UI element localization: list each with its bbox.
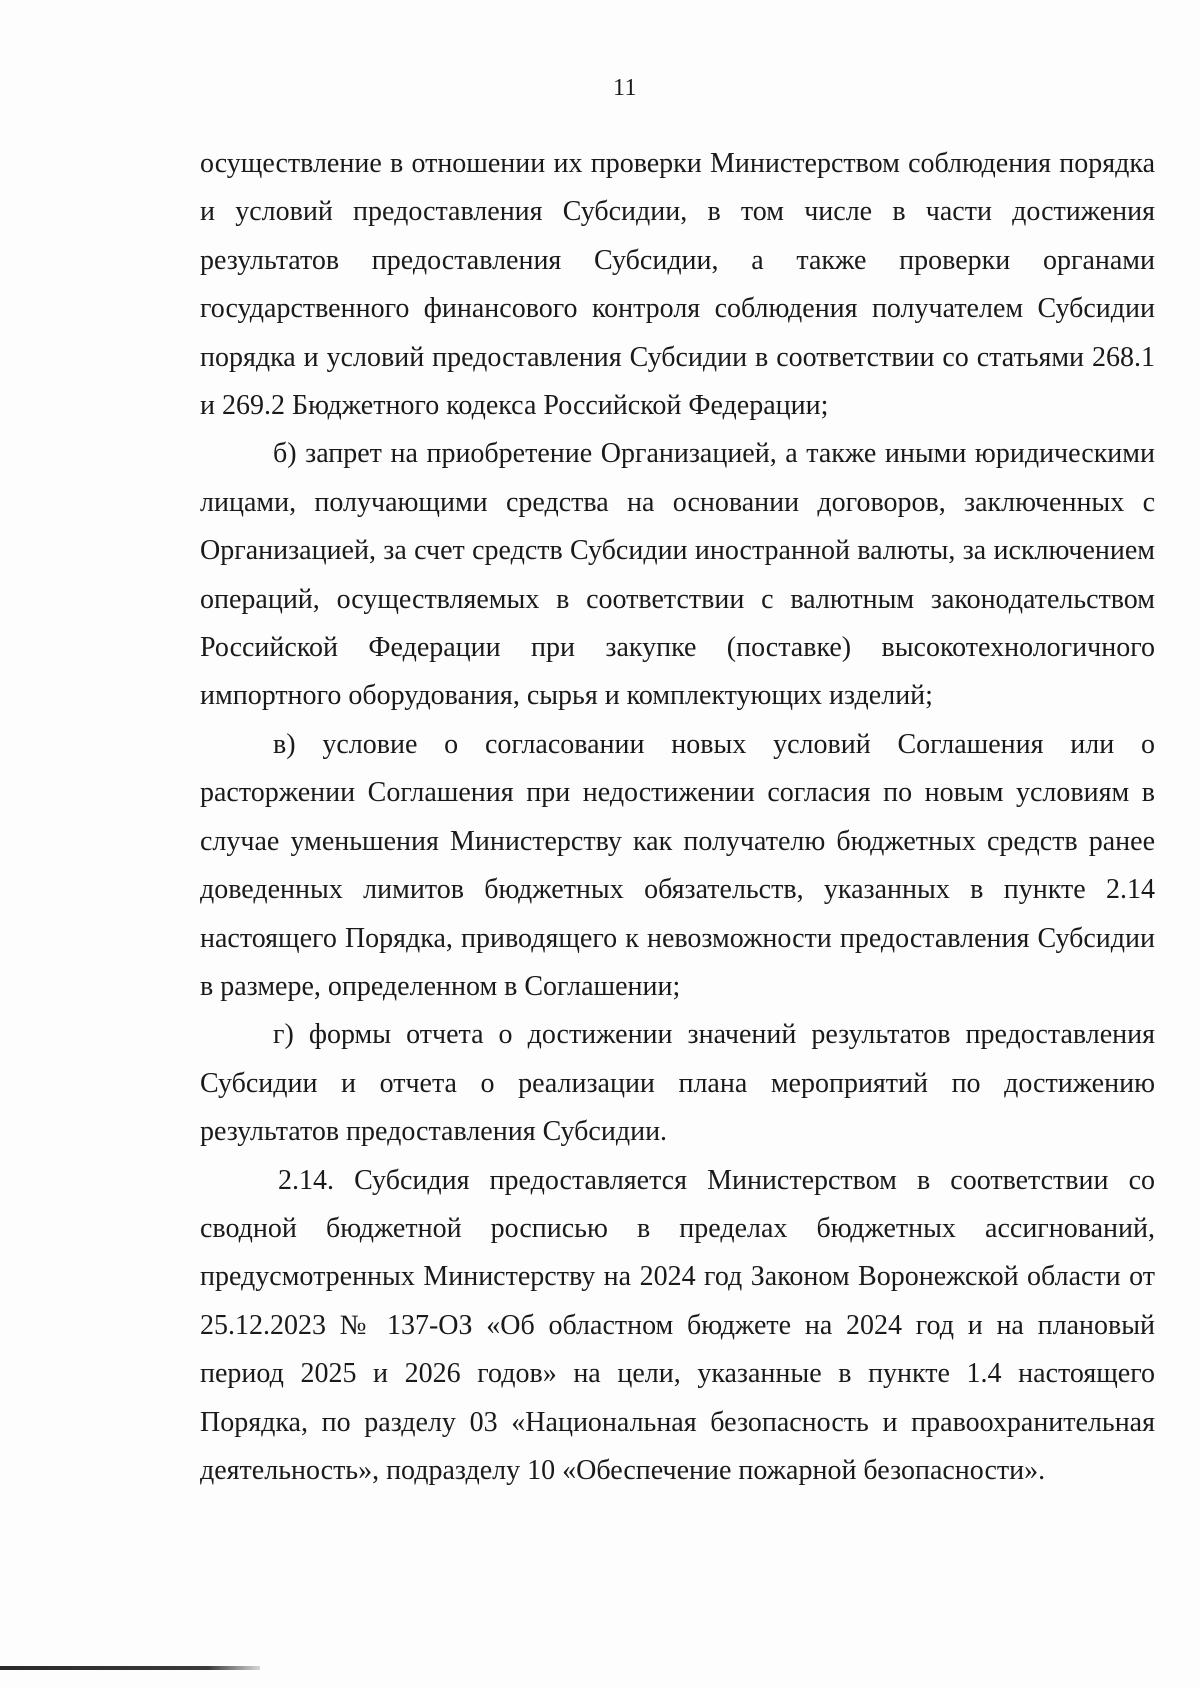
document-body xyxy=(200,140,1155,1495)
paragraph-item-g: г) формы отчета о достижении значений результатов предоставления Субсидии и отчета о реализации плана мероприятий по достижению результатов предоставления Субсидии. xyxy=(200,1019,1155,1148)
scan-edge-line xyxy=(0,1666,260,1670)
paragraph-clause-2-14: 2.14. Субсидия предоставляется Министерством в соответствии со сводной бюджетной росписью в пределах бюджетных ассигнований, предусмотренных Министерству на 2024 год Законом Воронежской области от 25.12.2023 № 137-ОЗ «Об областном бюджете на 2024 год и на плановый период 2025 и 2026 годов» на цели, указанные в пункте 1.4 настоящего Порядка, по разделу 03 «Национальная безопасность и правоохранительная деятельность», подразделу 10 «Обеспечение пожарной безопасности». xyxy=(200,1164,1155,1486)
page-number: 11 xyxy=(612,75,638,101)
paragraph-item-v: в) условие о согласовании новых условий Соглашения или о расторжении Соглашения при недостижении согласия по новым условиям в случае уменьшения Министерству как получателю бюджетных средств ранее доведенных лимитов бюджетных обязательств, указанных в пункте 2.14 настоящего Порядка, приводящего к невозможности предоставления Субсидии в размере, определенном в Соглашении; xyxy=(200,728,1155,1002)
paragraph-continuation: осуществление в отношении их проверки Министерством соблюдения порядка и условий предоставления Субсидии, в том числе в части достижения результатов предоставления Субсидии, а также проверки органами государственного финансового контроля соблюдения получателем Субсидии порядка и условий предоставления Субсидии в соответствии со статьями 268.1 и 269.2 Бюджетного кодекса Российской Федерации; xyxy=(200,148,1155,422)
paragraph-item-b: б) запрет на приобретение Организацией, а также иными юридическими лицами, получающими средства на основании договоров, заключенных с Организацией, за счет средств Субсидии иностранной валюты, за исключением операций, осуществляемых в соответствии с валютным законодательством Российской Федерации при закупке (поставке) высокотехнологичного импортного оборудования, сырья и комплектующих изделий; xyxy=(200,438,1155,712)
